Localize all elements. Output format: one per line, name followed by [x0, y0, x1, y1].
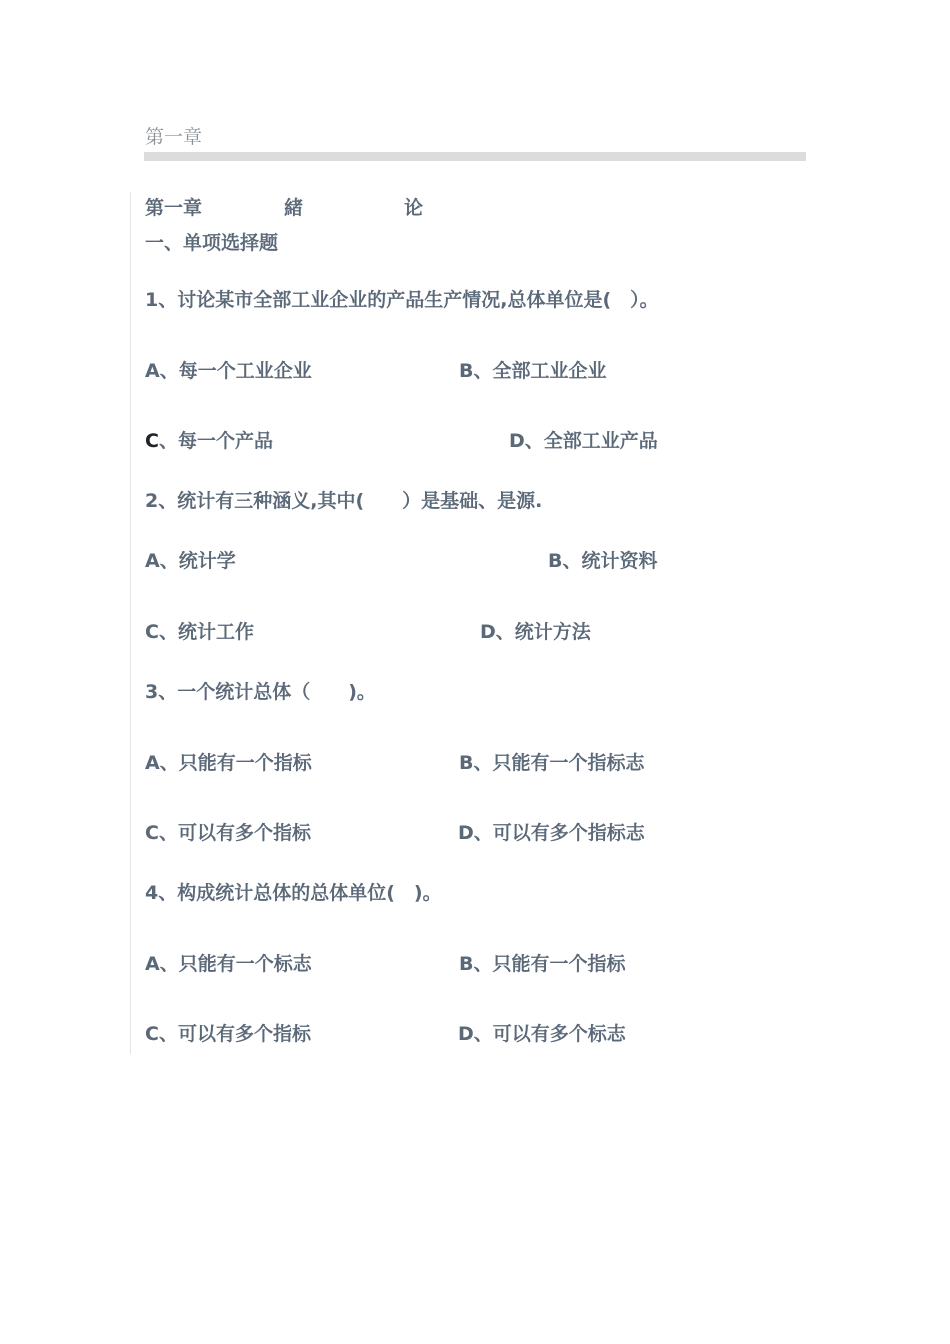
- chapter-heading-part1: 第一章: [145, 197, 203, 219]
- question-1-option-a: A、每一个工业企业: [145, 360, 312, 382]
- question-2-stem: 2、统计有三种涵义,其中( ）是基础、是源.: [145, 490, 543, 512]
- question-2-option-d: D、统计方法: [480, 621, 591, 643]
- question-3-option-b: B、只能有一个指标志: [459, 752, 645, 774]
- question-3-option-d: D、可以有多个指标志: [458, 822, 645, 844]
- question-1-stem: 1、讨论某市全部工业企业的产品生产情况,总体单位是( ）。: [145, 289, 659, 311]
- question-4-option-c: C、可以有多个指标: [145, 1023, 311, 1045]
- content-left-border: [130, 192, 131, 1054]
- question-1-option-c-letter: C: [145, 430, 159, 452]
- page-header-title: 第一章: [145, 126, 203, 148]
- chapter-heading-part2: 緒: [284, 197, 304, 219]
- question-4-stem: 4、构成统计总体的总体单位( )。: [145, 882, 442, 904]
- question-1-option-c: [145, 426, 273, 453]
- question-1-option-c-text: 、每一个产品: [158, 430, 273, 452]
- question-1-option-d: D、全部工业产品: [509, 430, 658, 452]
- question-4-option-a: A、只能有一个标志: [145, 953, 312, 975]
- question-4-option-b: B、只能有一个指标: [459, 953, 626, 975]
- question-2-option-a: A、统计学: [145, 550, 236, 572]
- question-2-option-c: C、统计工作: [145, 621, 254, 643]
- question-3-option-c: C、可以有多个指标: [145, 822, 311, 844]
- section-heading: 一、单项选择题: [145, 232, 279, 254]
- question-2-option-b: B、统计资料: [548, 550, 658, 572]
- question-3-option-a: A、只能有一个指标: [145, 752, 312, 774]
- question-4-option-d: D、可以有多个标志: [458, 1023, 626, 1045]
- header-divider: [144, 152, 806, 161]
- chapter-heading-part3: 论: [404, 197, 424, 219]
- chapter-heading: [145, 193, 545, 219]
- question-3-stem: 3、一个统计总体（ )。: [145, 681, 376, 703]
- question-1-option-b: B、全部工业企业: [459, 360, 607, 382]
